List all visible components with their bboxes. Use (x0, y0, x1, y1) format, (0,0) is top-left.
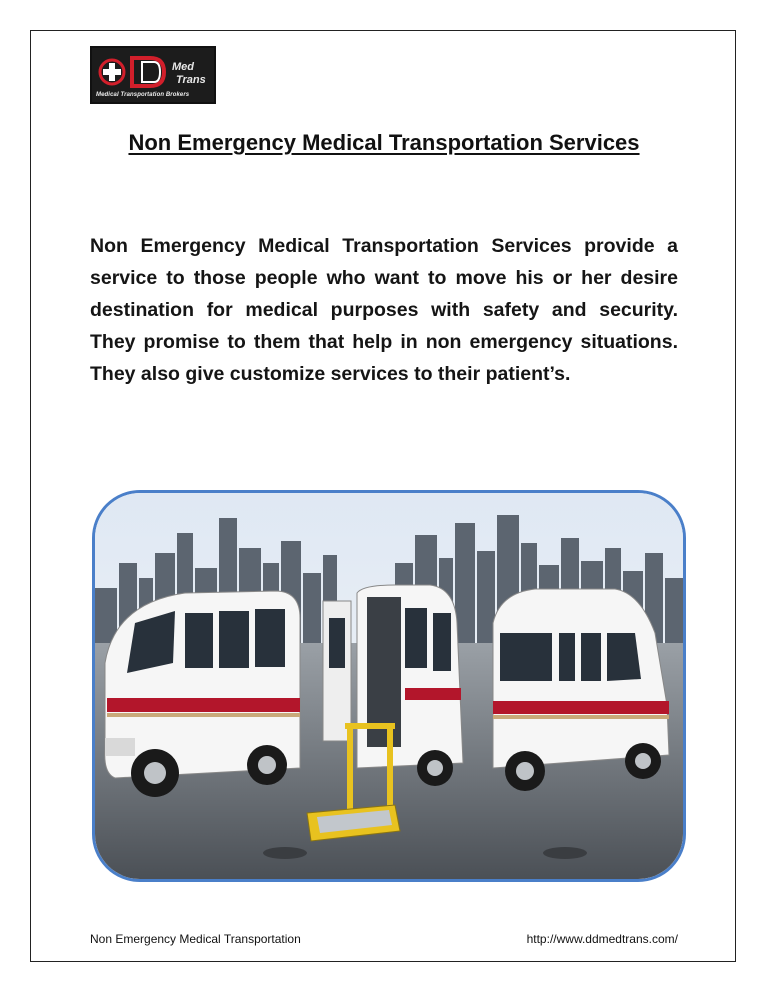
body-paragraph: Non Emergency Medical Transportation Services provide a service to those people who want to move his or her desire destination for medical purposes with safety and security. They promise to them that help in non emergency situations. They also give customize services to their patient’s. (90, 235, 678, 385)
van-left (105, 591, 300, 797)
logo-brand-top: Med (172, 61, 194, 73)
footer-url[interactable]: http://www.ddmedtrans.com/ (526, 932, 678, 946)
company-logo (90, 46, 216, 104)
vans-photo (92, 490, 686, 882)
logo-brand-bottom: Trans (176, 74, 206, 86)
van-right (493, 589, 669, 791)
footer-label: Non Emergency Medical Transportation (90, 932, 301, 946)
logo-tagline: Medical Transportation Brokers (96, 92, 190, 98)
page-title: Non Emergency Medical Transportation Services (128, 130, 640, 155)
